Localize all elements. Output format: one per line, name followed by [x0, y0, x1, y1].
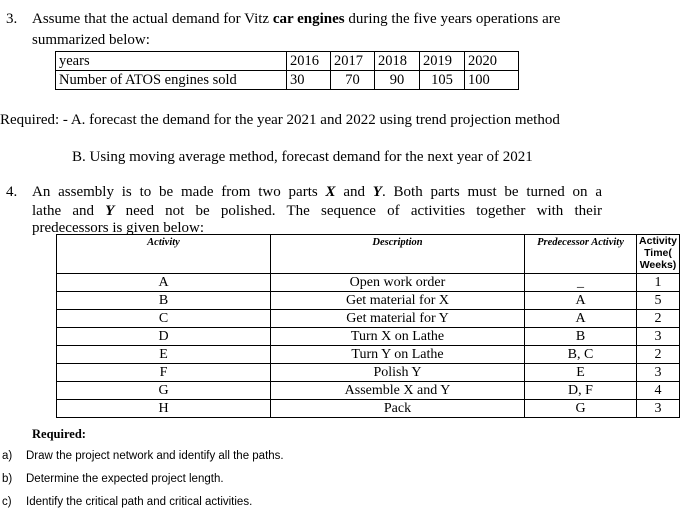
q4-text-line1 [32, 183, 602, 202]
demand-value: 70 [331, 71, 375, 90]
cell-activity: F [57, 364, 271, 382]
q4-text-d: lathe and [32, 203, 106, 219]
q4-text-b: and [335, 184, 373, 200]
activity-table [56, 234, 680, 418]
cell-predecessor: B, C [525, 346, 637, 364]
q3-required-b: B. Using moving average method, forecast demand for the next year of 2021 [72, 149, 533, 165]
demand-year: 2018 [375, 52, 420, 71]
cell-time: 4 [637, 382, 680, 400]
cell-predecessor: A [525, 292, 637, 310]
q4-part-x: X [325, 184, 336, 200]
demand-year: 2020 [465, 52, 519, 71]
list-item-marker: c) [2, 496, 12, 508]
q4-text-e: need not be polished. The sequence of activities together with their [114, 203, 602, 219]
q4-required-label: Required: [32, 427, 86, 441]
cell-description: Turn X on Lathe [271, 328, 525, 346]
q4-text-c: . Both parts must be turned on a [381, 184, 602, 200]
demand-value: 30 [287, 71, 331, 90]
cell-activity: D [57, 328, 271, 346]
cell-predecessor: G [525, 400, 637, 418]
cell-activity: E [57, 346, 271, 364]
q3-text-pre: Assume that the actual demand for Vitz [32, 11, 273, 27]
cell-activity: A [57, 274, 271, 292]
cell-description: Polish Y [271, 364, 525, 382]
cell-predecessor: A [525, 310, 637, 328]
q3-number: 3. [6, 11, 18, 27]
cell-description: Turn Y on Lathe [271, 346, 525, 364]
demand-row-label: Number of ATOS engines sold [56, 71, 287, 90]
cell-time: 3 [637, 400, 680, 418]
table-row [57, 310, 680, 328]
cell-predecessor: E [525, 364, 637, 382]
cell-time: 2 [637, 310, 680, 328]
demand-year: 2016 [287, 52, 331, 71]
cell-predecessor: B [525, 328, 637, 346]
table-row [57, 292, 680, 310]
cell-description: Pack [271, 400, 525, 418]
demand-table [55, 51, 519, 90]
q3-required-a: Required: - A. forecast the demand for the year 2021 and 2022 using trend projection method [0, 112, 560, 128]
list-item: Determine the expected project length. [26, 473, 224, 485]
q3-text-line1 [32, 10, 560, 29]
table-row [57, 400, 680, 418]
cell-description: Open work order [271, 274, 525, 292]
cell-predecessor: _ [525, 274, 637, 292]
demand-header-label: years [56, 52, 287, 71]
header-description: Description [271, 235, 525, 274]
cell-time: 2 [637, 346, 680, 364]
q4-number: 4. [6, 184, 18, 200]
header-activity: Activity [57, 235, 271, 274]
demand-year: 2019 [420, 52, 465, 71]
q3-text-line2: summarized below: [32, 32, 150, 48]
cell-time: 3 [637, 364, 680, 382]
list-item-marker: b) [2, 473, 13, 485]
table-row [57, 328, 680, 346]
cell-time: 3 [637, 328, 680, 346]
q4-part-y: Y [372, 184, 382, 200]
q3-text-bold: car engines [272, 11, 345, 27]
demand-value: 100 [465, 71, 519, 90]
cell-activity: G [57, 382, 271, 400]
cell-time: 1 [637, 274, 680, 292]
list-item: Identify the critical path and critical activities. [26, 496, 253, 508]
q4-text-a: An assembly is to be made from two parts [32, 184, 326, 200]
header-time: Activity Time( Weeks) [637, 235, 680, 274]
demand-value: 90 [375, 71, 420, 90]
cell-description: Assemble X and Y [271, 382, 525, 400]
q4-text-line3: predecessors is given below: [32, 220, 205, 236]
cell-time: 5 [637, 292, 680, 310]
cell-predecessor: D, F [525, 382, 637, 400]
header-predecessor: Predecessor Activity [525, 235, 637, 274]
cell-description: Get material for X [271, 292, 525, 310]
list-item: Draw the project network and identify all the paths. [26, 450, 284, 462]
cell-description: Get material for Y [271, 310, 525, 328]
table-row [57, 364, 680, 382]
table-row [57, 346, 680, 364]
cell-activity: B [57, 292, 271, 310]
demand-year: 2017 [331, 52, 375, 71]
q4-part-y: Y [105, 203, 115, 219]
table-row [57, 382, 680, 400]
q3-text-post: during the five years operations are [344, 11, 561, 27]
list-item-marker: a) [2, 450, 13, 462]
cell-activity: H [57, 400, 271, 418]
demand-value: 105 [420, 71, 465, 90]
table-row [57, 274, 680, 292]
cell-activity: C [57, 310, 271, 328]
